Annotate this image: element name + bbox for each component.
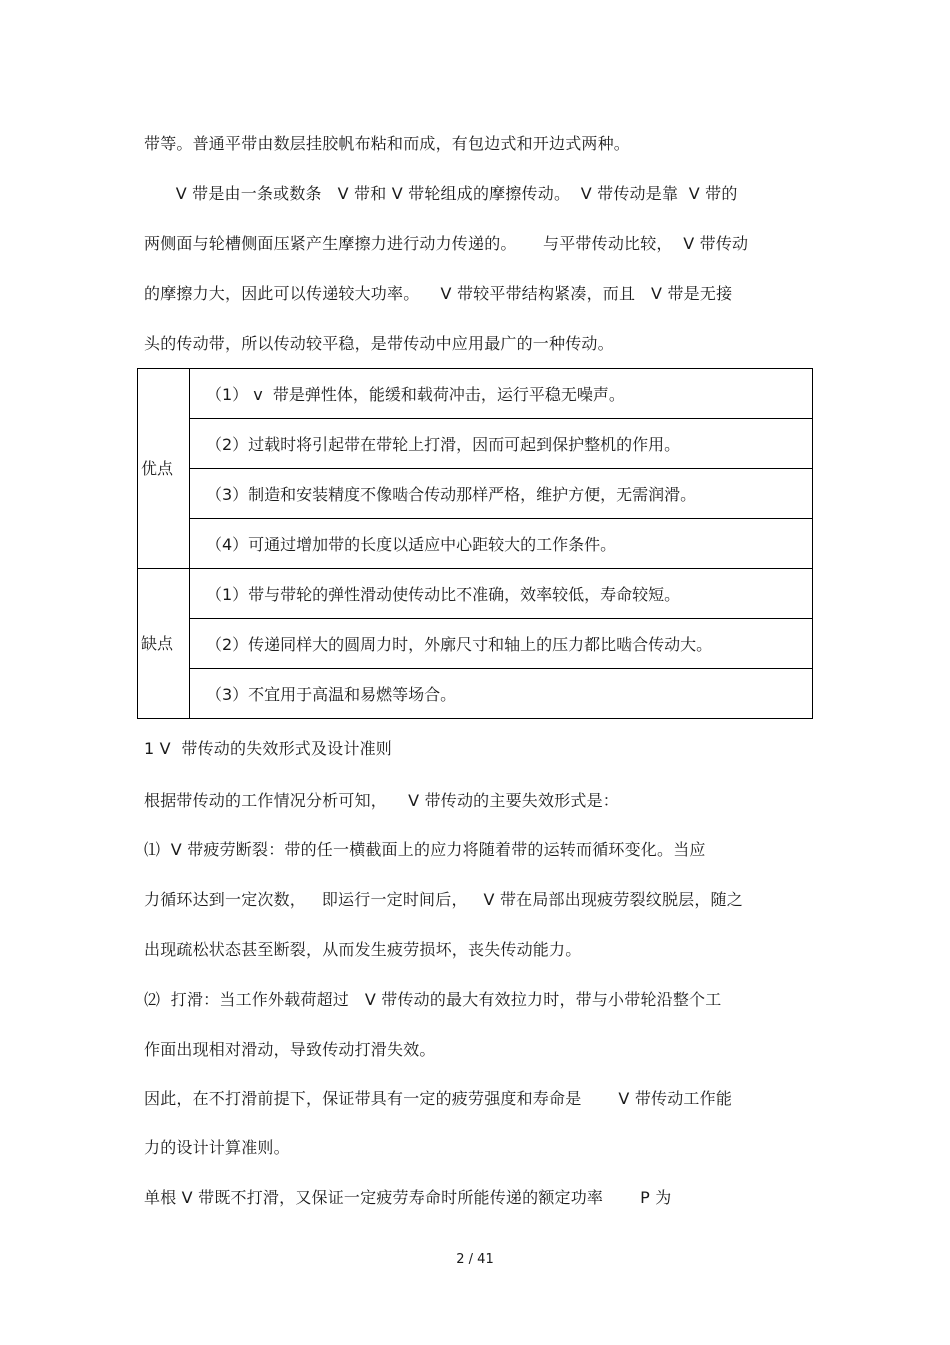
disadvantage-item: （1）带与带轮的弹性滑动使传动比不准确，效率较低，寿命较短。: [190, 569, 813, 619]
paragraph-line: 的摩擦力大，因此可以传递较大功率。 V 带较平带结构紧凑，而且 V 带是无接: [144, 284, 733, 303]
table-row: [138, 519, 813, 569]
paragraph-line: 头的传动带，所以传动较平稳，是带传动中应用最广的一种传动。: [144, 334, 614, 353]
table-row: [138, 669, 813, 719]
table-row: [138, 369, 813, 419]
section-line: ⑵ 打滑：当工作外载荷超过 V 带传动的最大有效拉力时，带与小带轮沿整个工: [144, 990, 722, 1009]
disadvantage-item: （2）传递同样大的圆周力时，外廓尺寸和轴上的压力都比啮合传动大。: [190, 619, 813, 669]
section-line: 出现疏松状态甚至断裂，从而发生疲劳损坏，丧失传动能力。: [144, 940, 582, 959]
section-line: 根据带传动的工作情况分析可知， V 带传动的主要失效形式是：: [144, 791, 619, 810]
section-line: 因此，在不打滑前提下，保证带具有一定的疲劳强度和寿命是 V 带传动工作能: [144, 1089, 733, 1108]
disadvantage-item: （3）不宜用于高温和易燃等场合。: [190, 669, 813, 719]
section-line: 作面出现相对滑动，导致传动打滑失效。: [144, 1040, 436, 1059]
table-row: [138, 569, 813, 619]
table-row: [138, 419, 813, 469]
page-indicator: 2 / 41: [456, 1252, 494, 1267]
advantages-label: 优点: [138, 369, 190, 569]
paragraph-line: 两侧面与轮槽侧面压紧产生摩擦力进行动力传递的。 与平带传动比较， V 带传动: [144, 234, 749, 253]
section-heading: 1 V 带传动的失效形式及设计准则: [144, 739, 392, 758]
section-line: 力循环达到一定次数， 即运行一定时间后， V 带在局部出现疲劳裂纹脱层，随之: [144, 890, 743, 909]
section-line: 单根 V 带既不打滑，又保证一定疲劳寿命时所能传递的额定功率 P 为: [144, 1188, 672, 1207]
table-row: [138, 619, 813, 669]
paragraph-line: 带等。普通平带由数层挂胶帆布粘和而成，有包边式和开边式两种。: [144, 134, 631, 153]
advantage-item: （3）制造和安装精度不像啮合传动那样严格，维护方便，无需润滑。: [190, 469, 813, 519]
paragraph-line: V 带是由一条或数条 V 带和 V 带轮组成的摩擦传动。 V 带传动是靠 V 带的: [144, 184, 738, 203]
advantage-item: （1） v 带是弹性体，能缓和载荷冲击，运行平稳无噪声。: [190, 369, 813, 419]
section-line: 力的设计计算准则。: [144, 1138, 290, 1157]
section-line: ⑴ V 带疲劳断裂：带的任一横截面上的应力将随着带的运转而循环变化。当应: [144, 840, 706, 859]
pros-cons-table: [137, 368, 813, 719]
disadvantages-label: 缺点: [138, 569, 190, 719]
advantage-item: （2）过载时将引起带在带轮上打滑，因而可起到保护整机的作用。: [190, 419, 813, 469]
table-row: [138, 469, 813, 519]
advantage-item: （4）可通过增加带的长度以适应中心距较大的工作条件。: [190, 519, 813, 569]
